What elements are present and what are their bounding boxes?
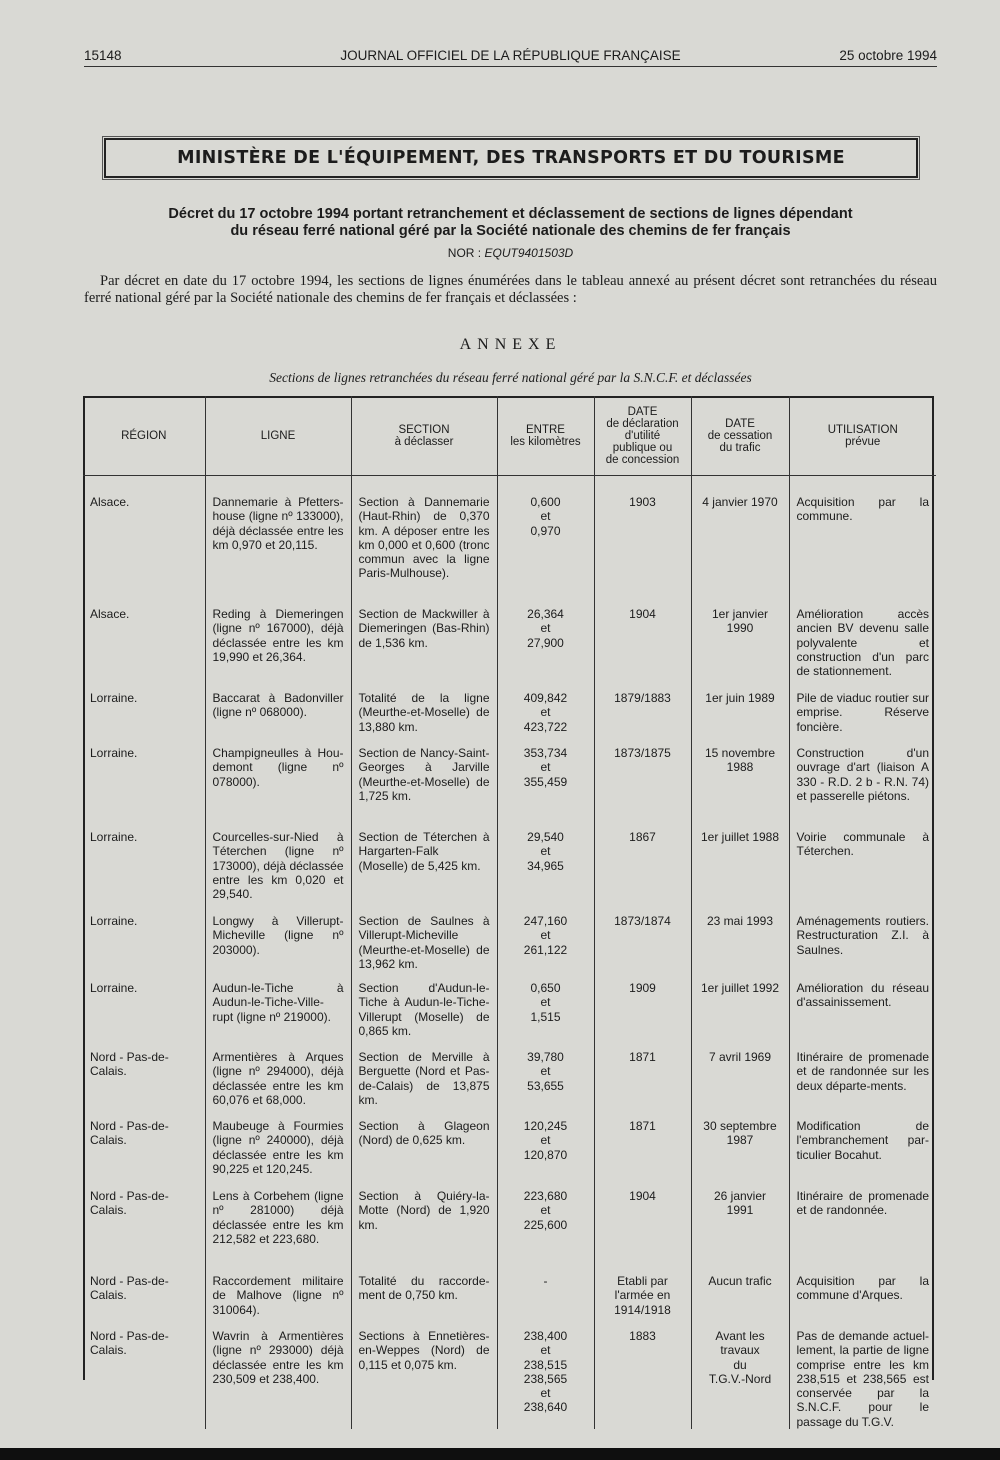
header-date-declaration: DATE de déclaration d'utilité publique ou de concession <box>594 396 691 476</box>
row-entre: - <box>497 1269 594 1324</box>
journal-title: JOURNAL OFFICIEL DE LA RÉPUBLIQUE FRANÇAISE <box>340 48 681 63</box>
row-date-cessation: Avant les travaux du T.G.V.-Nord <box>691 1324 789 1429</box>
row-date-declaration: 1873/1874 <box>594 909 691 976</box>
table-row <box>83 476 936 603</box>
row-section: Section à Glageon (Nord) de 0,625 km. <box>351 1114 497 1184</box>
table-row <box>83 1184 936 1269</box>
row-entre: 0,600 et 0,970 <box>497 476 594 603</box>
row-utilisation: Amélioration accès ancien BV devenu salle polyvalente et construction d'un parc de stationnement. <box>789 602 936 686</box>
table-row <box>83 909 936 976</box>
row-date-cessation: 30 septembre 1987 <box>691 1114 789 1184</box>
row-region: Nord - Pas-de-Calais. <box>90 1274 169 1303</box>
row-ligne: Raccordement militaire de Malhove (ligne nº 310064). <box>205 1269 351 1324</box>
row-entre: 29,540 et 34,965 <box>497 825 594 909</box>
table-row <box>83 1269 936 1324</box>
row-ligne: Maubeuge à Fourmies (ligne nº 240000), déjà déclassée entre les km 90,225 et 120,245. <box>205 1114 351 1184</box>
row-utilisation: Aménagements routiers. Restructuration Z.I. à Saulnes. <box>789 909 936 976</box>
row-section: Section d'Audun-le-Tiche à Audun-le-Tiche-Villerupt (Moselle) de 0,865 km. <box>351 976 497 1045</box>
row-date-cessation: Aucun trafic <box>691 1269 789 1324</box>
row-ligne: Longwy à Villerupt-Micheville (ligne nº 203000). <box>205 909 351 976</box>
row-entre: 238,400 et 238,515 238,565 et 238,640 <box>497 1324 594 1429</box>
row-ligne: Champigneulles à Hou-demont (ligne nº 078000). <box>205 741 351 825</box>
row-utilisation: Itinéraire de promenade et de randonnée sur les deux départe-ments. <box>789 1045 936 1114</box>
table-row <box>83 1045 936 1114</box>
row-region: Lorraine. <box>90 981 138 995</box>
row-date-declaration: 1871 <box>594 1114 691 1184</box>
row-section: Section à Quiéry-la-Motte (Nord) de 1,920 km. <box>351 1184 497 1269</box>
decree-intro-paragraph: Par décret en date du 17 octobre 1994, les sections de lignes énumérées dans le tableau annexé au présent décret sont retranchées du réseau ferré national géré par la Société nationale des chemins de fer français et déclassées : <box>84 273 937 306</box>
row-utilisation: Construction d'un ouvrage d'art (liaison A 330 - R.D. 2 b - R.N. 74) et passerelle piétons. <box>789 741 936 825</box>
row-date-declaration: 1904 <box>594 1184 691 1269</box>
row-entre: 26,364 et 27,900 <box>497 602 594 686</box>
header-region: RÉGION <box>83 396 205 476</box>
row-utilisation: Acquisition par la commune. <box>789 476 936 603</box>
row-ligne: Audun-le-Tiche à Audun-le-Tiche-Ville-rupt (ligne nº 219000). <box>205 976 351 1045</box>
row-date-declaration: 1873/1875 <box>594 741 691 825</box>
row-section: Totalité de la ligne (Meurthe-et-Moselle) de 13,880 km. <box>351 686 497 741</box>
row-region: Lorraine. <box>90 830 138 844</box>
row-utilisation: Voirie communale à Téterchen. <box>789 825 936 909</box>
row-entre: 0,650 et 1,515 <box>497 976 594 1045</box>
row-date-declaration: Etabli par l'armée en 1914/1918 <box>594 1269 691 1324</box>
row-region: Nord - Pas-de-Calais. <box>90 1119 169 1148</box>
row-date-declaration: 1883 <box>594 1324 691 1429</box>
row-section: Totalité du raccorde-ment de 0,750 km. <box>351 1269 497 1324</box>
row-entre: 223,680 et 225,600 <box>497 1184 594 1269</box>
row-region: Lorraine. <box>90 914 138 928</box>
row-section: Section de Nancy-Saint-Georges à Jarville (Meurthe-et-Moselle) de 1,725 km. <box>351 741 497 825</box>
issue-date: 25 octobre 1994 <box>839 48 937 63</box>
row-region: Alsace. <box>90 607 130 621</box>
decree-title-line-1: Décret du 17 octobre 1994 portant retranchement et déclassement de sections de lignes dépendant <box>168 206 853 222</box>
annexe-subtitle: Sections de lignes retranchées du réseau ferré national géré par la S.N.C.F. et déclassées <box>269 370 752 385</box>
running-header <box>84 48 937 67</box>
row-section: Section de Mackwiller à Diemeringen (Bas-Rhin) de 1,536 km. <box>351 602 497 686</box>
row-section: Section de Merville à Berguette (Nord et Pas-de-Calais) de 13,875 km. <box>351 1045 497 1114</box>
row-region: Alsace. <box>90 495 130 509</box>
row-section: Section à Dannemarie (Haut-Rhin) de 0,370 km. A déposer entre les km 0,000 et 0,600 (tronc commun avec la ligne Paris-Mulhouse). <box>351 476 497 603</box>
table-row <box>83 825 936 909</box>
row-ligne: Courcelles-sur-Nied à Téterchen (ligne nº 173000), déjà déclassée entre les km 0,020 et 29,540. <box>205 825 351 909</box>
row-ligne: Lens à Corbehem (ligne nº 281000) déjà déclassée entre les km 212,582 et 223,680. <box>205 1184 351 1269</box>
row-utilisation: Pile de viaduc routier sur emprise. Réserve foncière. <box>789 686 936 741</box>
row-date-cessation: 1er juillet 1992 <box>691 976 789 1045</box>
row-section: Section de Téterchen à Hargarten-Falk (Moselle) de 5,425 km. <box>351 825 497 909</box>
row-date-declaration: 1904 <box>594 602 691 686</box>
table-row <box>83 602 936 686</box>
row-section: Sections à Ennetières-en-Weppes (Nord) de 0,115 et 0,075 km. <box>351 1324 497 1429</box>
row-region: Nord - Pas-de-Calais. <box>90 1050 169 1079</box>
row-date-declaration: 1871 <box>594 1045 691 1114</box>
row-region: Nord - Pas-de-Calais. <box>90 1329 169 1358</box>
header-utilisation: UTILISATION prévue <box>789 396 936 476</box>
header-entre: ENTRE les kilomètres <box>497 396 594 476</box>
nor-reference <box>84 246 937 260</box>
row-region: Lorraine. <box>90 691 138 705</box>
table-row <box>83 741 936 825</box>
row-date-cessation: 1er juillet 1988 <box>691 825 789 909</box>
row-date-cessation: 7 avril 1969 <box>691 1045 789 1114</box>
header-date-cessation: DATE de cessation du trafic <box>691 396 789 476</box>
table-body <box>83 476 936 1430</box>
row-ligne: Baccarat à Badonviller (ligne nº 068000). <box>205 686 351 741</box>
nor-label: NOR : <box>447 246 482 260</box>
row-entre: 120,245 et 120,870 <box>497 1114 594 1184</box>
row-date-cessation: 1er juin 1989 <box>691 686 789 741</box>
row-date-declaration: 1903 <box>594 476 691 603</box>
row-date-cessation: 23 mai 1993 <box>691 909 789 976</box>
row-utilisation: Itinéraire de promenade et de randonnée. <box>789 1184 936 1269</box>
row-entre: 409,842 et 423,722 <box>497 686 594 741</box>
page-number: 15148 <box>84 48 122 63</box>
row-section: Section de Saulnes à Villerupt-Micheville (Meurthe-et-Moselle) de 13,962 km. <box>351 909 497 976</box>
row-utilisation: Acquisition par la commune d'Arques. <box>789 1269 936 1324</box>
table-row <box>83 1114 936 1184</box>
row-utilisation: Amélioration du réseau d'assainissement. <box>789 976 936 1045</box>
row-ligne: Reding à Diemeringen (ligne nº 167000), déjà déclassée entre les km 19,990 et 26,364. <box>205 602 351 686</box>
row-date-cessation: 4 janvier 1970 <box>691 476 789 603</box>
annexe-table <box>83 396 936 1429</box>
ministry-heading: MINISTÈRE DE L'ÉQUIPEMENT, DES TRANSPORTS ET DU TOURISME <box>104 138 918 178</box>
row-utilisation: Pas de demande actuel-lement, la partie de ligne comprise entre les km 238,515 et 238,565 est conservée par la S.N.C.F. pour le passage du T.G.V. <box>789 1324 936 1429</box>
row-date-declaration: 1867 <box>594 825 691 909</box>
row-date-cessation: 26 janvier 1991 <box>691 1184 789 1269</box>
row-region: Lorraine. <box>90 746 138 760</box>
row-ligne: Wavrin à Armentières (ligne nº 293000) déjà déclassée entre les km 230,509 et 238,400. <box>205 1324 351 1429</box>
row-date-cessation: 1er janvier 1990 <box>691 602 789 686</box>
row-entre: 247,160 et 261,122 <box>497 909 594 976</box>
table-row <box>83 686 936 741</box>
row-utilisation: Modification de l'embranchement par-ticulier Bocahut. <box>789 1114 936 1184</box>
decree-title-line-2: du réseau ferré national géré par la Société nationale des chemins de fer français <box>230 223 791 239</box>
row-entre: 39,780 et 53,655 <box>497 1045 594 1114</box>
row-date-declaration: 1879/1883 <box>594 686 691 741</box>
table-row <box>83 1324 936 1429</box>
decree-title <box>84 206 937 240</box>
table-header-row <box>83 396 936 476</box>
row-date-declaration: 1909 <box>594 976 691 1045</box>
annexe-title: ANNEXE <box>459 336 562 353</box>
header-section: SECTION à déclasser <box>351 396 497 476</box>
nor-code: EQUT9401503D <box>484 246 574 260</box>
header-ligne: LIGNE <box>205 396 351 476</box>
row-ligne: Armentières à Arques (ligne nº 294000), déjà déclassée entre les km 60,076 et 68,000. <box>205 1045 351 1114</box>
table-row <box>83 976 936 1045</box>
row-date-cessation: 15 novembre 1988 <box>691 741 789 825</box>
row-entre: 353,734 et 355,459 <box>497 741 594 825</box>
row-region: Nord - Pas-de-Calais. <box>90 1189 169 1218</box>
row-ligne: Dannemarie à Pfetters-house (ligne nº 133000), déjà déclassée entre les km 0,970 et 20,115. <box>205 476 351 603</box>
